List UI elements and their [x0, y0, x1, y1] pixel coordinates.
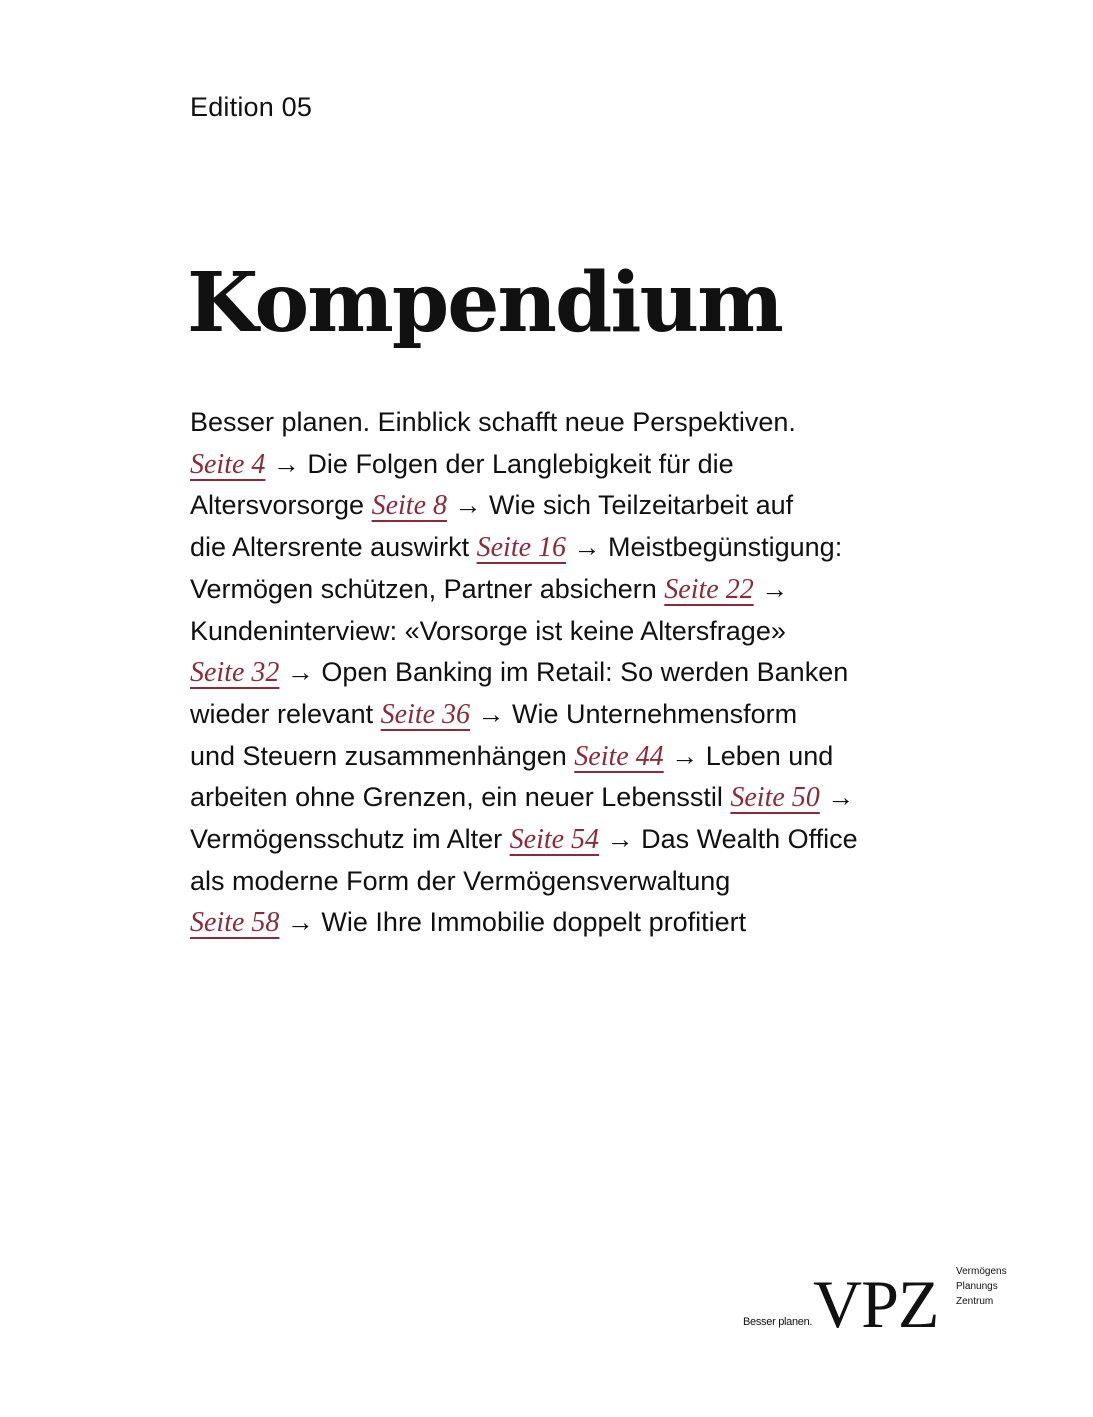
edition-label: Edition 05 — [190, 92, 313, 122]
toc-text: → Open Banking im Retail: So werden Banken — [279, 657, 849, 688]
toc-text: → Die Folgen der Langlebigkeit für die — [265, 448, 734, 479]
toc-text: → Leben und — [663, 740, 834, 771]
page-link[interactable]: Seite 4 — [190, 448, 266, 480]
toc-text: arbeiten ohne Grenzen, ein neuer Lebensstil — [190, 782, 731, 813]
table-of-contents — [190, 402, 950, 944]
toc-text: → — [819, 782, 855, 813]
toc-text: Vermögensschutz im Alter — [190, 824, 510, 855]
toc-text: → Wie sich Teilzeitarbeit auf — [447, 490, 794, 521]
toc-text: als moderne Form der Vermögensverwaltung — [190, 865, 731, 896]
toc-line — [190, 902, 950, 944]
toc-line — [190, 736, 950, 778]
page-link[interactable]: Seite 50 — [730, 782, 820, 814]
logo-name-line: Vermögens — [956, 1266, 1007, 1277]
toc-lines — [190, 444, 950, 944]
toc-line — [190, 527, 950, 569]
toc-text: Vermögen schützen, Partner absichern — [190, 573, 665, 604]
intro-text: Besser planen. Einblick schafft neue Perspektiven. — [190, 407, 796, 437]
toc-line — [190, 652, 950, 694]
toc-text: → Das Wealth Office — [599, 824, 858, 855]
page-link[interactable]: Seite 16 — [476, 532, 567, 564]
logo-tagline: Besser planen. — [743, 1316, 813, 1328]
toc-line — [190, 611, 950, 653]
toc-text: die Altersrente auswirkt — [190, 532, 477, 563]
page-link[interactable]: Seite 32 — [190, 657, 280, 689]
toc-line — [190, 777, 950, 819]
toc-line — [190, 444, 950, 486]
page-link[interactable]: Seite 54 — [509, 824, 600, 856]
toc-text: → Wie Ihre Immobilie doppelt profitiert — [279, 907, 747, 938]
page-link[interactable]: Seite 22 — [664, 573, 754, 605]
page-link[interactable]: Seite 44 — [574, 740, 664, 772]
page-link[interactable]: Seite 58 — [190, 907, 280, 939]
toc-text: und Steuern zusammenhängen — [190, 740, 575, 771]
logo-name-line: Planungs — [956, 1281, 998, 1292]
logo-mark: VPZ — [813, 1266, 939, 1342]
toc-line — [190, 861, 950, 903]
vpz-logo — [743, 1262, 1023, 1342]
toc-text: Kundeninterview: «Vorsorge ist keine Altersfrage» — [190, 615, 786, 646]
toc-line — [190, 569, 950, 611]
logo-name-line: Zentrum — [956, 1296, 994, 1307]
toc-text: → Meistbegünstigung: — [566, 532, 843, 563]
page-title: Kompendium — [187, 255, 782, 351]
toc-text: wieder relevant — [190, 698, 381, 729]
toc-text: Altersvorsorge — [190, 490, 372, 521]
toc-line — [190, 819, 950, 861]
toc-text: → — [753, 573, 789, 604]
page-link[interactable]: Seite 8 — [371, 490, 447, 522]
toc-line — [190, 485, 950, 527]
logo-fullname — [956, 1264, 1007, 1309]
toc-text: → Wie Unternehmensform — [470, 698, 798, 729]
toc-line — [190, 694, 950, 736]
page-link[interactable]: Seite 36 — [380, 698, 471, 730]
